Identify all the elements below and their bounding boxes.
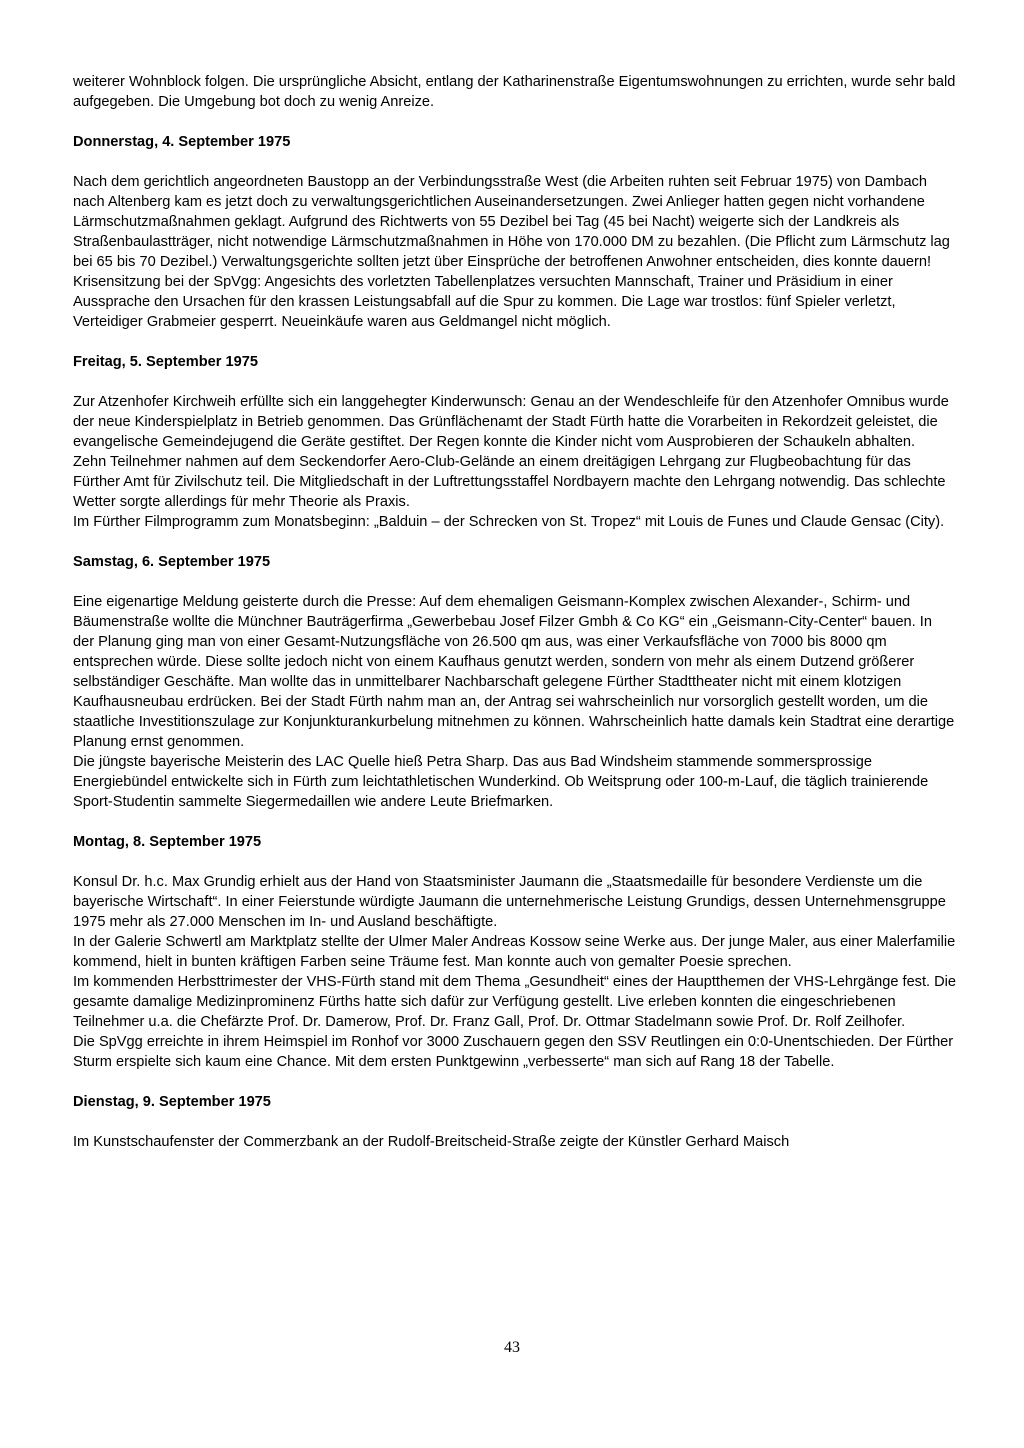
page-number: 43 [504, 1339, 520, 1356]
paragraph: Im Kunstschaufenster der Commerzbank an der Rudolf-Breitscheid-Straße zeigte der Künstler Gerhard Maisch [73, 1134, 790, 1150]
paragraph: Eine eigenartige Meldung geisterte durch die Presse: Auf dem ehemaligen Geismann-Komplex zwischen Alexander-, Schirm- und Bäumenstraße wollte die Münchner Bauträgerfirma „Gewerbebau Josef Filzer Gmbh & Co KG“ ein „Geismann-City-Center“ bauen. In der Planung ging man von einer Gesamt-Nutzungsfläche von 26.500 qm aus, was einer Verkaufsfläche von 7000 bis 8000 qm entsprechen würde. Diese sollte jedoch nicht von einem Kaufhaus genutzt werden, sondern von mehr als einem Dutzend größerer selbständiger Geschäfte. Man wollte das in unmittelbarer Nachbarschaft gelegene Fürther Stadttheater nicht mit einem klotzigen Kaufhausneubau erdrücken. Bei der Stadt Fürth nahm man an, der Antrag sei wahrscheinlich nur vorsorglich gestellt worden, um die staatliche Investitionszulage zur Konjunkturankurbelung mitnehmen zu können. Wahrscheinlich hatte damals kein Stadtrat eine derartige Planung ernst genommen. [73, 594, 955, 750]
section-heading: Freitag, 5. September 1975 [73, 354, 258, 370]
intro-continuation-block [73, 72, 957, 112]
paragraph: Im kommenden Herbsttrimester der VHS-Fürth stand mit dem Thema „Gesundheit“ eines der Hauptthemen der VHS-Lehrgänge fest. Die gesamte damalige Medizinprominenz Fürths hatte sich dafür zur Verfügung gestellt. Live erleben konnten die eingeschriebenen Teilnehmer u.a. die Chefärzte Prof. Dr. Damerow, Prof. Dr. Franz Gall, Prof. Dr. Ottmar Stadelmann sowie Prof. Dr. Rolf Zeilhofer. [73, 974, 957, 1030]
paragraph: In der Galerie Schwertl am Marktplatz stellte der Ulmer Maler Andreas Kossow seine Werke aus. Der junge Maler, aus einer Malerfamilie kommend, hielt in bunten kräftigen Farben seine Träume fest. Man konnte auch von gemalter Poesie sprechen. [73, 934, 956, 970]
paragraph: Krisensitzung bei der SpVgg: Angesichts des vorletzten Tabellenplatzes versuchten Mannschaft, Trainer und Präsidium in einer Aussprache den Ursachen für den krassen Leistungsabfall auf die Spur zu kommen. Die Lage war trostlos: fünf Spieler verletzt, Verteidiger Grabmeier gesperrt. Neueinkäufe waren aus Geldmangel nicht möglich. [73, 274, 896, 330]
paragraph: Die SpVgg erreichte in ihrem Heimspiel im Ronhof vor 3000 Zuschauern gegen den SSV Reutlingen ein 0:0-Unentschieden. Der Fürther Sturm erspielte sich kaum eine Chance. Mit dem ersten Punktgewinn „verbesserte“ man sich auf Rang 18 der Tabelle. [73, 1034, 954, 1070]
paragraph: Zur Atzenhofer Kirchweih erfüllte sich ein langgehegter Kinderwunsch: Genau an der Wendeschleife für den Atzenhofer Omnibus wurde der neue Kinderspielplatz in Betrieb genommen. Das Grünflächenamt der Stadt Fürth hatte die Vorarbeiten in Rekordzeit geleistet, die evangelische Gemeindejugend die Geräte gestiftet. Der Regen konnte die Kinder nicht vom Ausprobieren der Schaukeln abhalten. [73, 394, 949, 450]
section-heading: Samstag, 6. September 1975 [73, 554, 271, 570]
paragraph: Zehn Teilnehmer nahmen auf dem Seckendorfer Aero-Club-Gelände an einem dreitägigen Lehrgang zur Flugbeobachtung für das Fürther Amt für Zivilschutz teil. Die Mitgliedschaft in der Luftrettungsstaffel Nordbayern machte den Lehrgang notwendig. Das schlechte Wetter sorgte allerdings für mehr Theorie als Praxis. [73, 454, 946, 510]
section-heading: Donnerstag, 4. September 1975 [73, 134, 291, 150]
section-dienstag-9-september [73, 1092, 957, 1152]
section-heading: Montag, 8. September 1975 [73, 834, 262, 850]
section-freitag-5-september [73, 352, 957, 532]
paragraph: Konsul Dr. h.c. Max Grundig erhielt aus der Hand von Staatsminister Jaumann die „Staatsmedaille für besondere Verdienste um die bayerische Wirtschaft“. In einer Feierstunde würdigte Jaumann die unternehmerische Leistung Grundigs, dessen Unternehmensgruppe 1975 mehr als 27.000 Menschen im In- und Ausland beschäftigte. [73, 874, 946, 930]
section-samstag-6-september [73, 552, 957, 812]
section-heading: Dienstag, 9. September 1975 [73, 1094, 271, 1110]
paragraph: Im Fürther Filmprogramm zum Monatsbeginn: „Balduin – der Schrecken von St. Tropez“ mit Louis de Funes und Claude Gensac (City). [73, 514, 945, 530]
paragraph: Die jüngste bayerische Meisterin des LAC Quelle hieß Petra Sharp. Das aus Bad Windsheim stammende sommersprossige Energiebündel entwickelte sich in Fürth zum leichtathletischen Wunderkind. Ob Weitsprung oder 100-m-Lauf, die täglich trainierende Sport-Studentin sammelte Siegermedaillen wie andere Leute Briefmarken. [73, 754, 929, 810]
document-content [73, 72, 957, 1172]
section-montag-8-september [73, 832, 957, 1072]
paragraph: weiterer Wohnblock folgen. Die ursprüngliche Absicht, entlang der Katharinenstraße Eigentumswohnungen zu errichten, wurde sehr bald aufgegeben. Die Umgebung bot doch zu wenig Anreize. [73, 74, 956, 110]
section-donnerstag-4-september [73, 132, 957, 332]
paragraph: Nach dem gerichtlich angeordneten Baustopp an der Verbindungsstraße West (die Arbeiten ruhten seit Februar 1975) von Dambach nach Altenberg kam es jetzt doch zu verwaltungsgerichtlichen Auseinandersetzungen. Zwei Anlieger hatten gegen nicht vorhandene Lärmschutzmaßnahmen geklagt. Aufgrund des Richtwerts von 55 Dezibel bei Tag (45 bei Nacht) weigerte sich der Landkreis als Straßenbaulastträger, nicht notwendige Lärmschutzmaßnahmen in Höhe von 170.000 DM zu bezahlen. (Die Pflicht zum Lärmschutz lag bei 65 bis 70 Dezibel.) Verwaltungsgerichte sollten jetzt über Einsprüche der betroffenen Anwohner entscheiden, dies konnte dauern! [73, 174, 950, 270]
